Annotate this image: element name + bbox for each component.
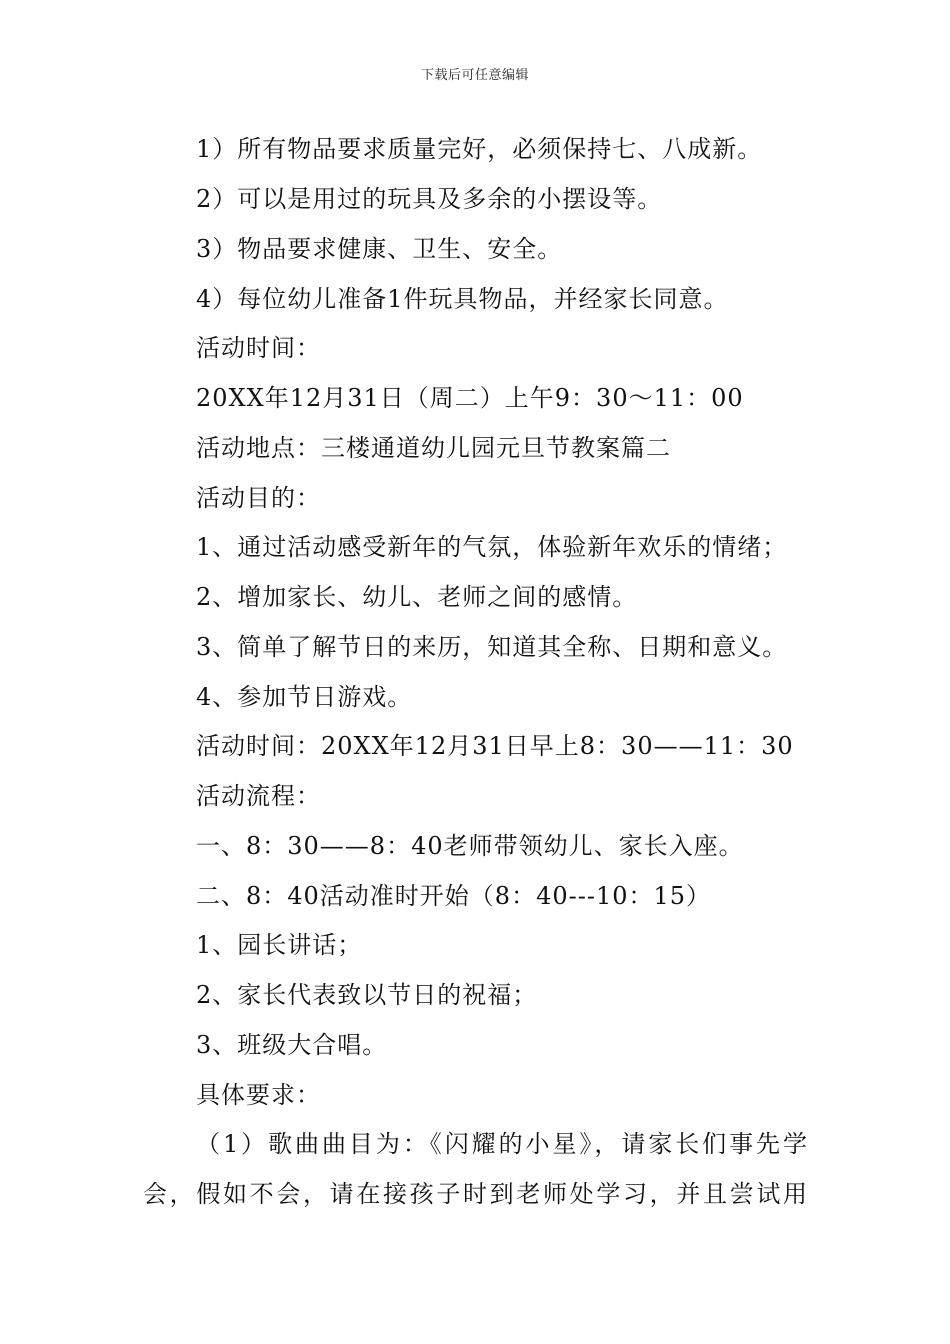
body-paragraph: （1）歌曲曲目为：《闪耀的小星》，请家长们事先学会，假如不会，请在接孩子时到老师处学习，并且尝试用 xyxy=(143,1130,808,1208)
section-heading: 具体要求： xyxy=(196,1081,321,1109)
section-heading: 活动时间： xyxy=(196,334,321,362)
text-line: 二、8：40活动准时开始（8：40---10：15） xyxy=(196,882,712,910)
text-line: 3、简单了解节日的来历，知道其全称、日期和意义。 xyxy=(196,633,788,661)
page-header-note: 下载后可任意编辑 xyxy=(420,68,529,83)
text-line: 4）每位幼儿准备1件玩具物品，并经家长同意。 xyxy=(196,285,729,313)
text-line: 3）物品要求健康、卫生、安全。 xyxy=(196,235,563,263)
text-line: 一、8：30——8：40老师带领幼儿、家长入座。 xyxy=(196,832,744,860)
section-heading: 活动流程： xyxy=(196,782,321,810)
text-line: 活动地点：三楼通道幼儿园元旦节教案篇二 xyxy=(196,434,671,462)
text-line: 20XX年12月31日（周二）上午9：30～11：00 xyxy=(196,384,744,412)
text-line: 1、通过活动感受新年的气氛，体验新年欢乐的情绪； xyxy=(196,533,788,561)
section-heading: 活动目的： xyxy=(196,484,321,512)
text-line: 4、参加节日游戏。 xyxy=(196,683,413,711)
text-line: 1、园长讲话； xyxy=(196,931,363,959)
text-line: 活动时间：20XX年12月31日早上8：30——11：30 xyxy=(196,732,794,760)
text-line: 2）可以是用过的玩具及多余的小摆设等。 xyxy=(196,185,663,213)
text-line: 3、班级大合唱。 xyxy=(196,1031,388,1059)
text-line: 1）所有物品要求质量完好，必须保持七、八成新。 xyxy=(196,135,763,163)
text-line: 2、家长代表致以节日的祝福； xyxy=(196,981,538,1009)
text-line: 2、增加家长、幼儿、老师之间的感情。 xyxy=(196,583,638,611)
